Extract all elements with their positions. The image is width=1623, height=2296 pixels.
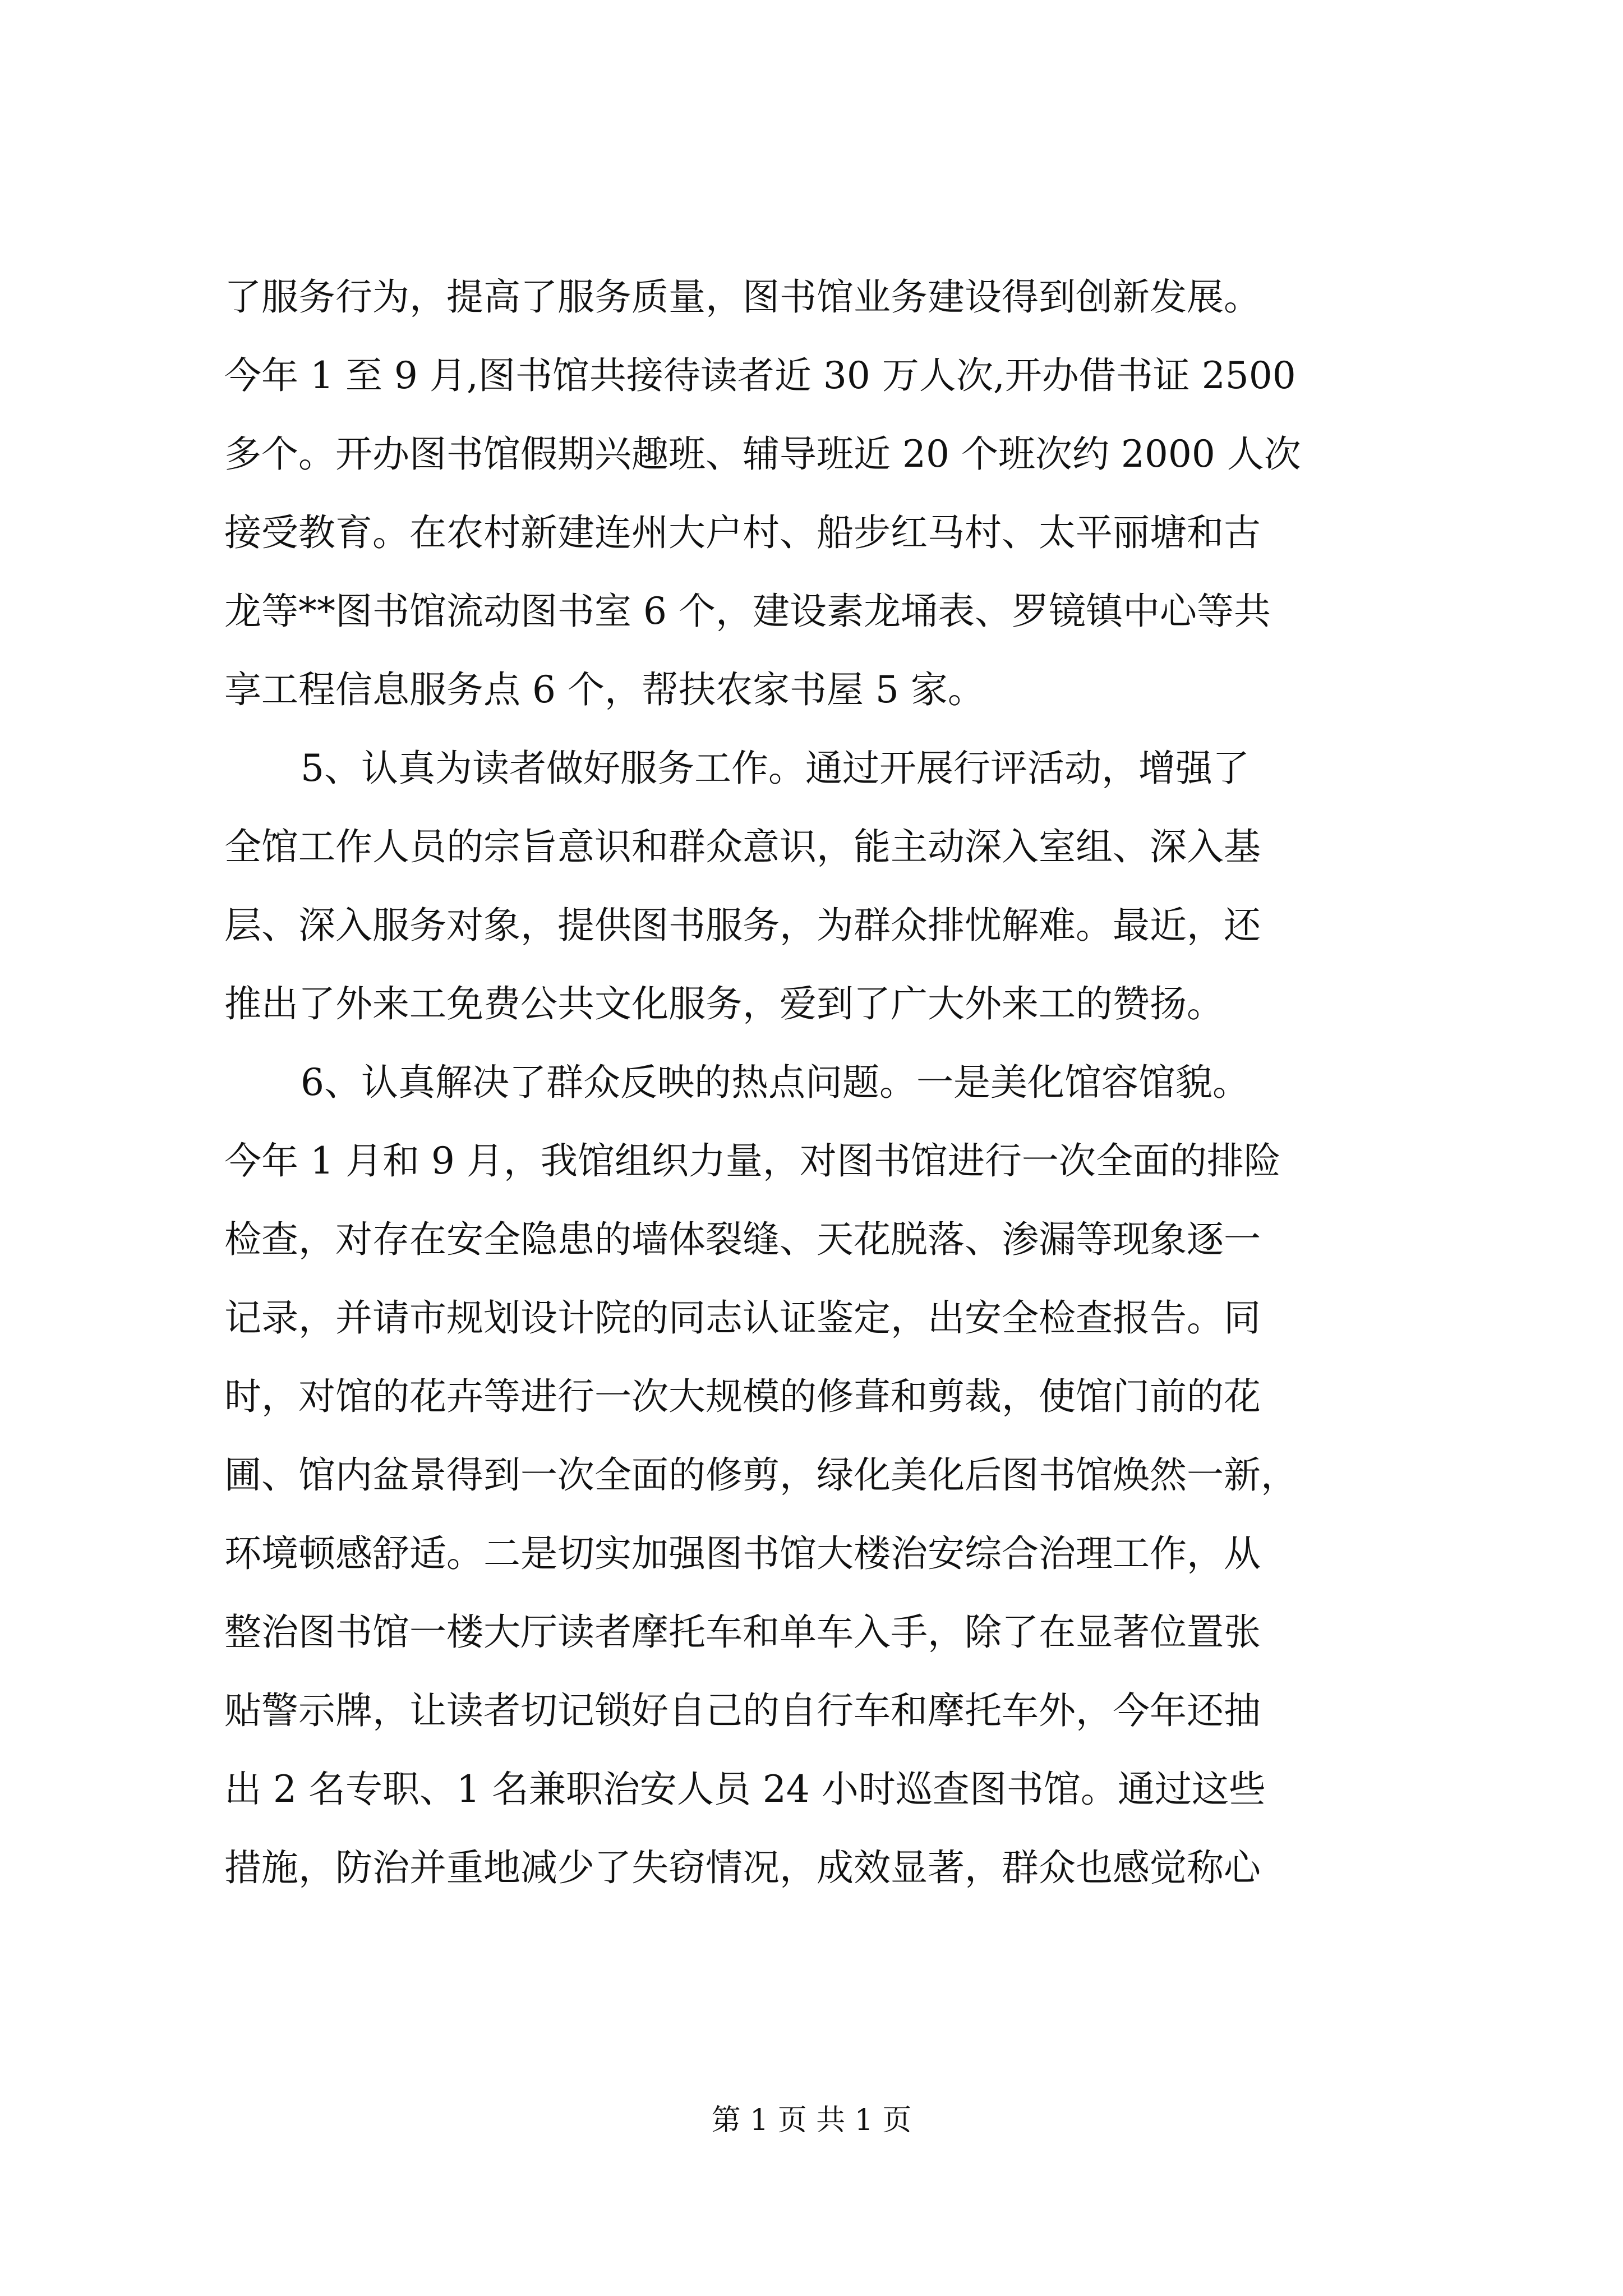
paragraph-start-line: 6、认真解决了群众反映的热点问题。一是美化馆容馆貌。 [301, 1061, 1249, 1104]
text-line: 龙等**图书馆流动图书室 6 个，建设素龙埇表、罗镜镇中心等共 [224, 590, 1271, 633]
text-line: 贴警示牌，让读者切记锁好自己的自行车和摩托车外，今年还抽 [224, 1689, 1261, 1732]
text-line: 环境顿感舒适。二是切实加强图书馆大楼治安综合治理工作，从 [224, 1532, 1261, 1575]
paragraph-start-line: 5、认真为读者做好服务工作。通过开展行评活动，增强了 [301, 747, 1249, 790]
text-line: 全馆工作人员的宗旨意识和群众意识，能主动深入室组、深入基 [224, 825, 1261, 868]
text-line: 记录，并请市规划设计院的同志认证鉴定，出安全检查报告。同 [224, 1296, 1261, 1340]
text-line: 时，对馆的花卉等进行一次大规模的修葺和剪裁，使馆门前的花 [224, 1375, 1261, 1418]
text-line: 措施，防治并重地减少了失窃情况，成效显著，群众也感觉称心 [224, 1846, 1261, 1889]
text-line: 推出了外来工免费公共文化服务，爱到了广大外来工的赞扬。 [224, 982, 1224, 1025]
text-line: 了服务行为，提高了服务质量，图书馆业务建设得到创新发展。 [224, 275, 1261, 319]
text-line: 多个。开办图书馆假期兴趣班、辅导班近 20 个班次约 2000 人次 [224, 432, 1301, 476]
text-line: 今年 1 月和 9 月，我馆组织力量，对图书馆进行一次全面的排险 [224, 1139, 1281, 1182]
text-line: 检查，对存在安全隐患的墙体裂缝、天花脱落、渗漏等现象逐一 [224, 1218, 1261, 1261]
text-line: 享工程信息服务点 6 个，帮扶农家书屋 5 家。 [224, 668, 985, 711]
text-line: 接受教育。在农村新建连州大户村、船步红马村、太平丽塘和古 [224, 511, 1261, 554]
text-line: 出 2 名专职、1 名兼职治安人员 24 小时巡查图书馆。通过这些 [224, 1768, 1266, 1811]
text-line: 整治图书馆一楼大厅读者摩托车和单车入手，除了在显著位置张 [224, 1611, 1261, 1654]
text-line: 圃、馆内盆景得到一次全面的修剪，绿化美化后图书馆焕然一新， [224, 1453, 1298, 1497]
text-line: 今年 1 至 9 月,图书馆共接待读者近 30 万人次,开办借书证 2500 [224, 354, 1296, 397]
page-footer: 第 1 页 共 1 页 [711, 2104, 912, 2137]
text-line: 层、深入服务对象，提供图书服务，为群众排忧解难。最近，还 [224, 904, 1261, 947]
